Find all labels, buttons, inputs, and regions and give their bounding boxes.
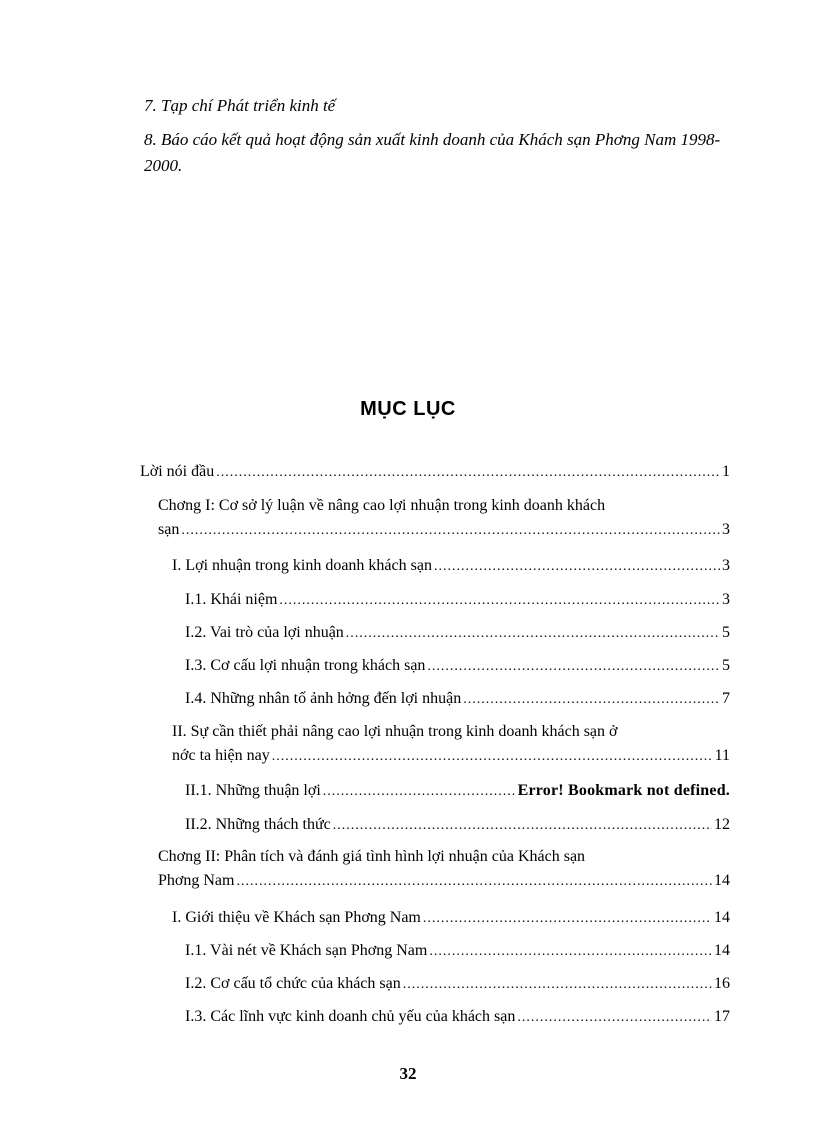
toc-entry-label: I. Giới thiệu về Khách sạn Phơng Nam (172, 909, 421, 926)
toc-entry[interactable] (185, 779, 730, 803)
toc-leader-dots (429, 940, 712, 964)
toc-entry[interactable] (185, 687, 730, 711)
toc-entry-page: 14 (714, 909, 730, 926)
toc-entry-label: I.3. Các lĩnh vực kinh doanh chủ yếu của khách sạn (185, 1008, 516, 1025)
toc-leader-dots (346, 622, 720, 646)
toc-entry[interactable] (172, 906, 730, 930)
toc-entry-label: I.1. Khái niệm (185, 591, 278, 608)
toc-entry-label: II.1. Những thuận lợi (185, 782, 321, 799)
toc-entry[interactable] (172, 554, 730, 578)
toc-entry-label-line1: II. Sự cần thiết phải nâng cao lợi nhuận trong kinh doanh khách sạn ở (172, 723, 618, 740)
toc-entry[interactable] (185, 813, 730, 837)
toc-leader-dots (423, 907, 712, 931)
references-list (144, 93, 734, 187)
toc-entry-page: 14 (714, 872, 730, 889)
toc-leader-dots (181, 519, 720, 543)
toc-entry-label: I.4. Những nhân tố ảnh hởng đến lợi nhuận (185, 690, 462, 707)
toc-entry-page: 5 (722, 624, 730, 641)
toc-entry[interactable] (185, 621, 730, 645)
toc-entry-label: I.1. Vài nét về Khách sạn Phơng Nam (185, 942, 428, 959)
toc-leader-dots (333, 814, 712, 838)
toc-entry-page: 17 (714, 1008, 730, 1025)
toc-leader-dots (279, 589, 720, 613)
toc-entry-label: I. Lợi nhuận trong kinh doanh khách sạn (172, 557, 432, 574)
toc-entry[interactable] (185, 972, 730, 996)
toc-entry-label-line1: Chơng II: Phân tích và đánh giá tình hình lợi nhuận của Khách sạn (158, 848, 586, 865)
toc-leader-dots (403, 973, 712, 997)
toc-entry-label: Phơng Nam (158, 872, 235, 889)
toc-entry-page: 3 (722, 557, 730, 574)
toc-leader-dots (434, 555, 720, 579)
toc-entry-page: 16 (714, 975, 730, 992)
page-number: 32 (399, 1064, 417, 1083)
toc-entry[interactable] (158, 494, 730, 546)
toc-entry-label: nớc ta hiện nay (172, 747, 270, 764)
toc-entry-page: 7 (722, 690, 730, 707)
toc-entry[interactable] (185, 1005, 730, 1029)
toc-entry[interactable] (185, 939, 730, 963)
toc-leader-dots (463, 688, 720, 712)
toc-entry[interactable] (158, 845, 730, 897)
toc-entry-label: I.2. Vai trò của lợi nhuận (185, 624, 344, 641)
toc-leader-dots (216, 461, 720, 485)
toc-entry-label: I.2. Cơ cấu tổ chức của khách sạn (185, 975, 401, 992)
toc-leader-dots (236, 870, 712, 894)
toc-leader-dots (323, 780, 516, 804)
toc-entry-label: I.3. Cơ cấu lợi nhuận trong khách sạn (185, 657, 426, 674)
toc-entry-page: 1 (722, 463, 730, 480)
reference-item: 7. Tạp chí Phát triển kinh tế (144, 96, 336, 115)
bookmark-error-text: Error! Bookmark not defined. (517, 782, 730, 799)
toc-entry[interactable] (185, 654, 730, 678)
toc-entry[interactable] (185, 588, 730, 612)
toc-entry-label: sạn (158, 521, 180, 538)
toc-entry-page: 11 (714, 747, 730, 764)
toc-entry-page: 12 (714, 816, 730, 833)
toc-entry-label: Lời nói đầu (140, 463, 215, 480)
toc-entry-label-line1: Chơng I: Cơ sở lý luận về nâng cao lợi nhuận trong kinh doanh khách (158, 497, 606, 514)
toc-leader-dots (427, 655, 720, 679)
toc-entry-page: 14 (714, 942, 730, 959)
toc-entry-page: 5 (722, 657, 730, 674)
toc-leader-dots (517, 1006, 712, 1030)
toc-entry-page: 3 (722, 591, 730, 608)
toc-leader-dots (272, 745, 713, 769)
toc-entry-label: II.2. Những thách thức (185, 816, 331, 833)
toc-entry-page: 3 (722, 521, 730, 538)
reference-item: 8. Báo cáo kết quả hoạt động sản xuất kinh doanh của Khách sạn Phơng Nam 1998-2000. (144, 130, 721, 175)
toc-entry[interactable] (140, 460, 730, 484)
toc-title: MỤC LỤC (360, 398, 456, 420)
toc-entry[interactable] (172, 720, 730, 772)
